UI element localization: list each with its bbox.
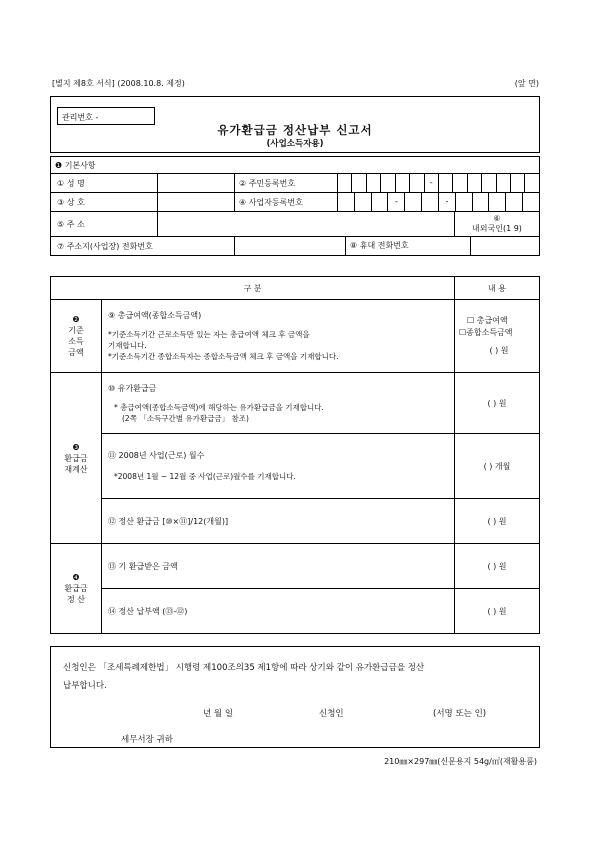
row-14-title: ⑭ 정산 납부액 (⑬-⑫) bbox=[102, 589, 455, 634]
page-side-label: (앞 면) bbox=[514, 79, 539, 88]
name-label: ① 성 명 bbox=[51, 174, 158, 193]
row-9-note-1b: 기재합니다. bbox=[108, 341, 147, 350]
row-10-amount[interactable]: ( ) 원 bbox=[455, 373, 540, 434]
resident-field[interactable] bbox=[455, 212, 540, 237]
phone-label: ⑦ 주소지(사업장) 전화번호 bbox=[51, 237, 235, 256]
row-12-title: ⑫ 정산 환급금 [⑩×⑪]/12(개월)] bbox=[102, 499, 455, 544]
row-12-amount[interactable]: ( ) 원 bbox=[455, 499, 540, 544]
form-title: 유가환급금 정산납부 신고서 bbox=[217, 123, 373, 137]
row-9-note-1: *기준소득기간 근로소득만 있는 자는 총급여액 체크 후 금액을 bbox=[108, 330, 310, 339]
row-13-amount[interactable]: ( ) 원 bbox=[455, 544, 540, 589]
row-10-note-2: (2쪽 「소득구간별 유가환급금」 참조) bbox=[122, 413, 249, 423]
management-number-box[interactable]: 관리번호 - bbox=[57, 107, 155, 125]
column-header-item: 구 분 bbox=[51, 277, 455, 300]
checkbox-total-salary[interactable]: ☐ 총급여액 bbox=[467, 316, 508, 325]
paper-spec: 210㎜×297㎜(신문용지 54g/㎡(재활용품) bbox=[384, 757, 537, 766]
business-number-field[interactable]: - - bbox=[338, 193, 540, 212]
phone-row bbox=[235, 237, 540, 256]
computation-table bbox=[50, 276, 540, 634]
row-11-title: ⑪ 2008년 사업(근로) 월수 bbox=[108, 451, 205, 460]
column-header-content: 내 용 bbox=[455, 277, 540, 300]
row-9-item bbox=[102, 300, 455, 373]
address-label: ⑤ 주 소 bbox=[51, 212, 158, 237]
mobile-field[interactable] bbox=[471, 237, 539, 255]
row-11-months[interactable]: ( ) 개월 bbox=[455, 434, 540, 499]
row-11-note: *2008년 1월 ~ 12월 중 사업(근로)월수를 기재합니다. bbox=[114, 472, 296, 481]
section-4-label: ❹ 환급금 정 산 bbox=[51, 544, 102, 634]
business-number-label: ④ 사업자등록번호 bbox=[235, 193, 338, 212]
mobile-label: ⑧ 휴대 전화번호 bbox=[346, 237, 471, 255]
address-field[interactable] bbox=[158, 212, 455, 237]
phone-field[interactable] bbox=[235, 237, 346, 255]
section-3-label: ❸ 환급금 재계산 bbox=[51, 373, 102, 544]
row-9-content[interactable] bbox=[455, 300, 540, 373]
row-13-title: ⑬ 기 환급받은 금액 bbox=[102, 544, 455, 589]
row-9-amount[interactable]: ( ) 원 bbox=[489, 346, 509, 355]
trade-name-field[interactable] bbox=[158, 193, 235, 212]
date-field[interactable]: 년 월 일 bbox=[203, 709, 234, 719]
row-9-note-2: *기준소득기간 종합소득자는 종합소득금액 체크 후 금액을 기재합니다. bbox=[108, 352, 339, 361]
row-10-item bbox=[102, 373, 455, 434]
form-header bbox=[50, 96, 540, 153]
row-10-note-1: * 총급여액(종합소득금액)에 해당하는 유가환급금을 기재합니다. bbox=[114, 402, 324, 412]
checkbox-comprehensive-income[interactable]: ☐종합소득금액 bbox=[459, 328, 513, 337]
declaration-box bbox=[50, 646, 540, 748]
name-field[interactable] bbox=[158, 174, 235, 193]
basic-info-table bbox=[50, 156, 540, 256]
resident-label: 내외국인(1 9) bbox=[472, 224, 522, 233]
rrn-field[interactable]: - bbox=[338, 174, 540, 193]
row-9-title: ⑨ 총급여액(종합소득금액) bbox=[108, 311, 202, 320]
form-subtitle: (사업소득자용) bbox=[266, 139, 324, 149]
declaration-line-2: 납부합니다. bbox=[63, 681, 107, 691]
form-reference: [별지 제8호 서식] (2008.10.8. 제정) bbox=[52, 79, 185, 88]
signature-field[interactable]: (서명 또는 인) bbox=[433, 709, 487, 719]
rrn-label: ② 주민등록번호 bbox=[235, 174, 338, 193]
applicant-label: 신청인 bbox=[319, 709, 344, 719]
section-2-label: ❷ 기준 소득 금액 bbox=[51, 300, 102, 373]
basic-section-title: ❶ 기본사항 bbox=[51, 157, 540, 174]
declaration-line-1: 신청인은 「조세특례제한법」 시행령 제100조의35 제1항에 따라 상기와 같이 유가환급금을 정산 bbox=[63, 663, 425, 673]
resident-number: ⑥ bbox=[493, 214, 501, 223]
recipient: 세무서장 귀하 bbox=[121, 735, 173, 745]
row-10-title: ⑩ 유가환급금 bbox=[108, 383, 157, 393]
row-11-item bbox=[102, 434, 455, 499]
row-14-amount[interactable]: ( ) 원 bbox=[455, 589, 540, 634]
trade-name-label: ③ 상 호 bbox=[51, 193, 158, 212]
